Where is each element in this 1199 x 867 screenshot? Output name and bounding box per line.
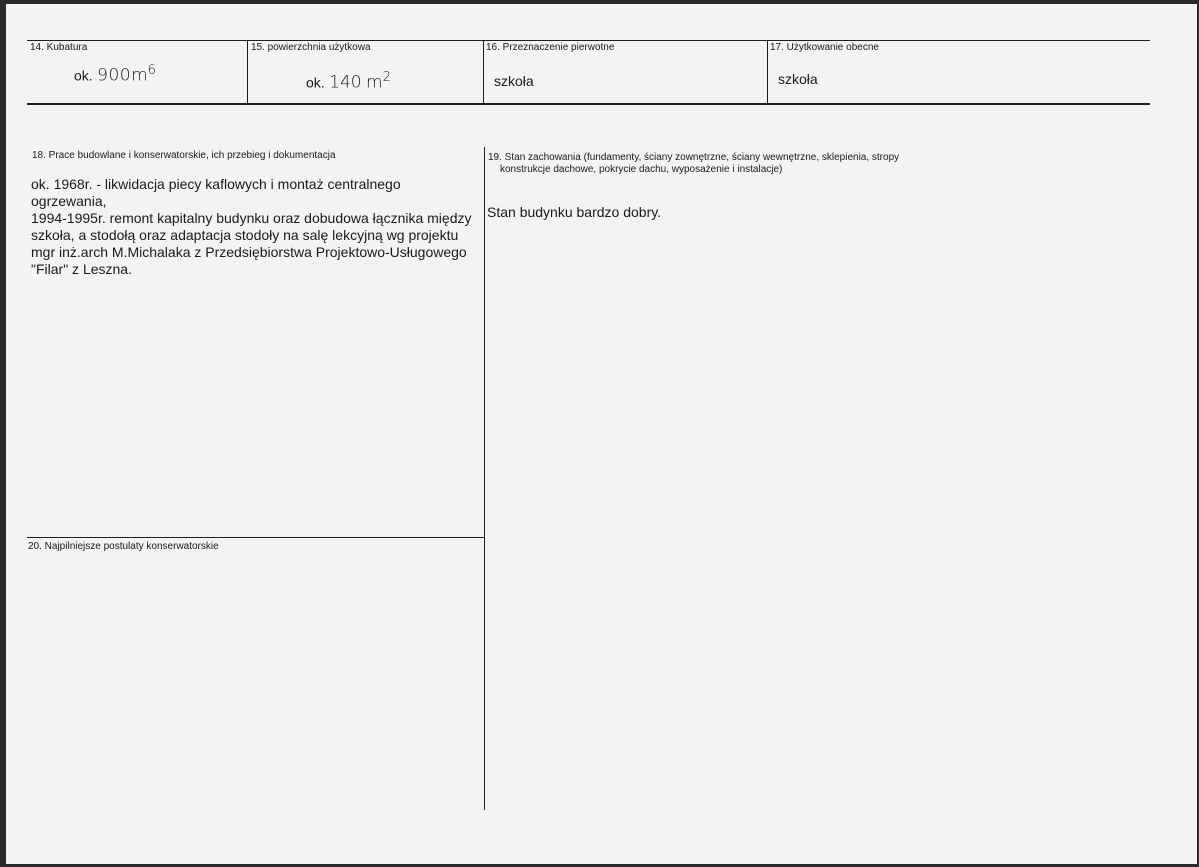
prace-line-3: 1994-1995r. remont kapitalny budynku oraz dobudowa łącznika między [31, 210, 472, 226]
powierzchnia-unit: m [366, 72, 383, 93]
kubatura-label: 14. Kubatura [30, 42, 88, 53]
stan-label-line1: 19. Stan zachowania (fundamenty, ściany zownętrzne, ściany wewnętrzne, sklepienia, stropy [488, 152, 900, 163]
powierzchnia-prefix: ok. [306, 74, 325, 91]
prace-line-2: ogrzewania, [31, 193, 107, 209]
kubatura-exponent: 6 [147, 63, 156, 78]
prace-line-1: ok. 1968r. - likwidacja piecy kaflowych i montaż centralnego [31, 176, 401, 192]
kubatura-unit: m [131, 65, 148, 86]
kubatura-value [74, 61, 156, 86]
powierzchnia-number: 140 [329, 72, 362, 93]
uzytkowanie-label: 17. Użytkowanie obecne [770, 42, 879, 53]
prace-line-5: mgr inż.arch M.Michalaka z Przedsiębiorstwa Projektowo-Usługowego [31, 244, 467, 260]
prace-line-4: szkoła, a stodołą oraz adaptacja stodoły na salę lekcyjną wg projektu [31, 227, 459, 243]
divider-14-15 [247, 40, 248, 104]
postulaty-label: 20. Najpilniejsze postulaty konserwatorskie [28, 541, 219, 552]
uzytkowanie-value: szkoła [778, 71, 818, 87]
stan-label-line2: konstrukcje dachowe, pokrycie dachu, wyposażenie i instalacje) [500, 164, 783, 175]
stan-value: Stan budynku bardzo dobry. [487, 204, 662, 220]
prace-line-6: "Filar" z Leszna. [31, 261, 132, 277]
powierzchnia-label: 15. powierzchnia użytkowa [251, 42, 371, 53]
top-rule [27, 40, 1150, 41]
kubatura-number: 900 [97, 65, 132, 86]
divider-16-17 [767, 40, 768, 104]
divider-15-16 [483, 40, 484, 104]
powierzchnia-exponent: 2 [382, 70, 391, 85]
powierzchnia-value [306, 68, 391, 93]
przeznaczenie-value: szkoła [494, 73, 534, 89]
przeznaczenie-label: 16. Przeznaczenie pierwotne [486, 42, 615, 53]
kubatura-prefix: ok. [74, 67, 93, 84]
rule-18-20 [27, 537, 484, 538]
prace-label: 18. Prace budowlane i konserwatorskie, ich przebieg i dokumentacja [32, 150, 336, 161]
row1-bottom-rule [27, 103, 1150, 105]
divider-18-19 [484, 147, 485, 810]
form-sheet [6, 4, 1197, 864]
